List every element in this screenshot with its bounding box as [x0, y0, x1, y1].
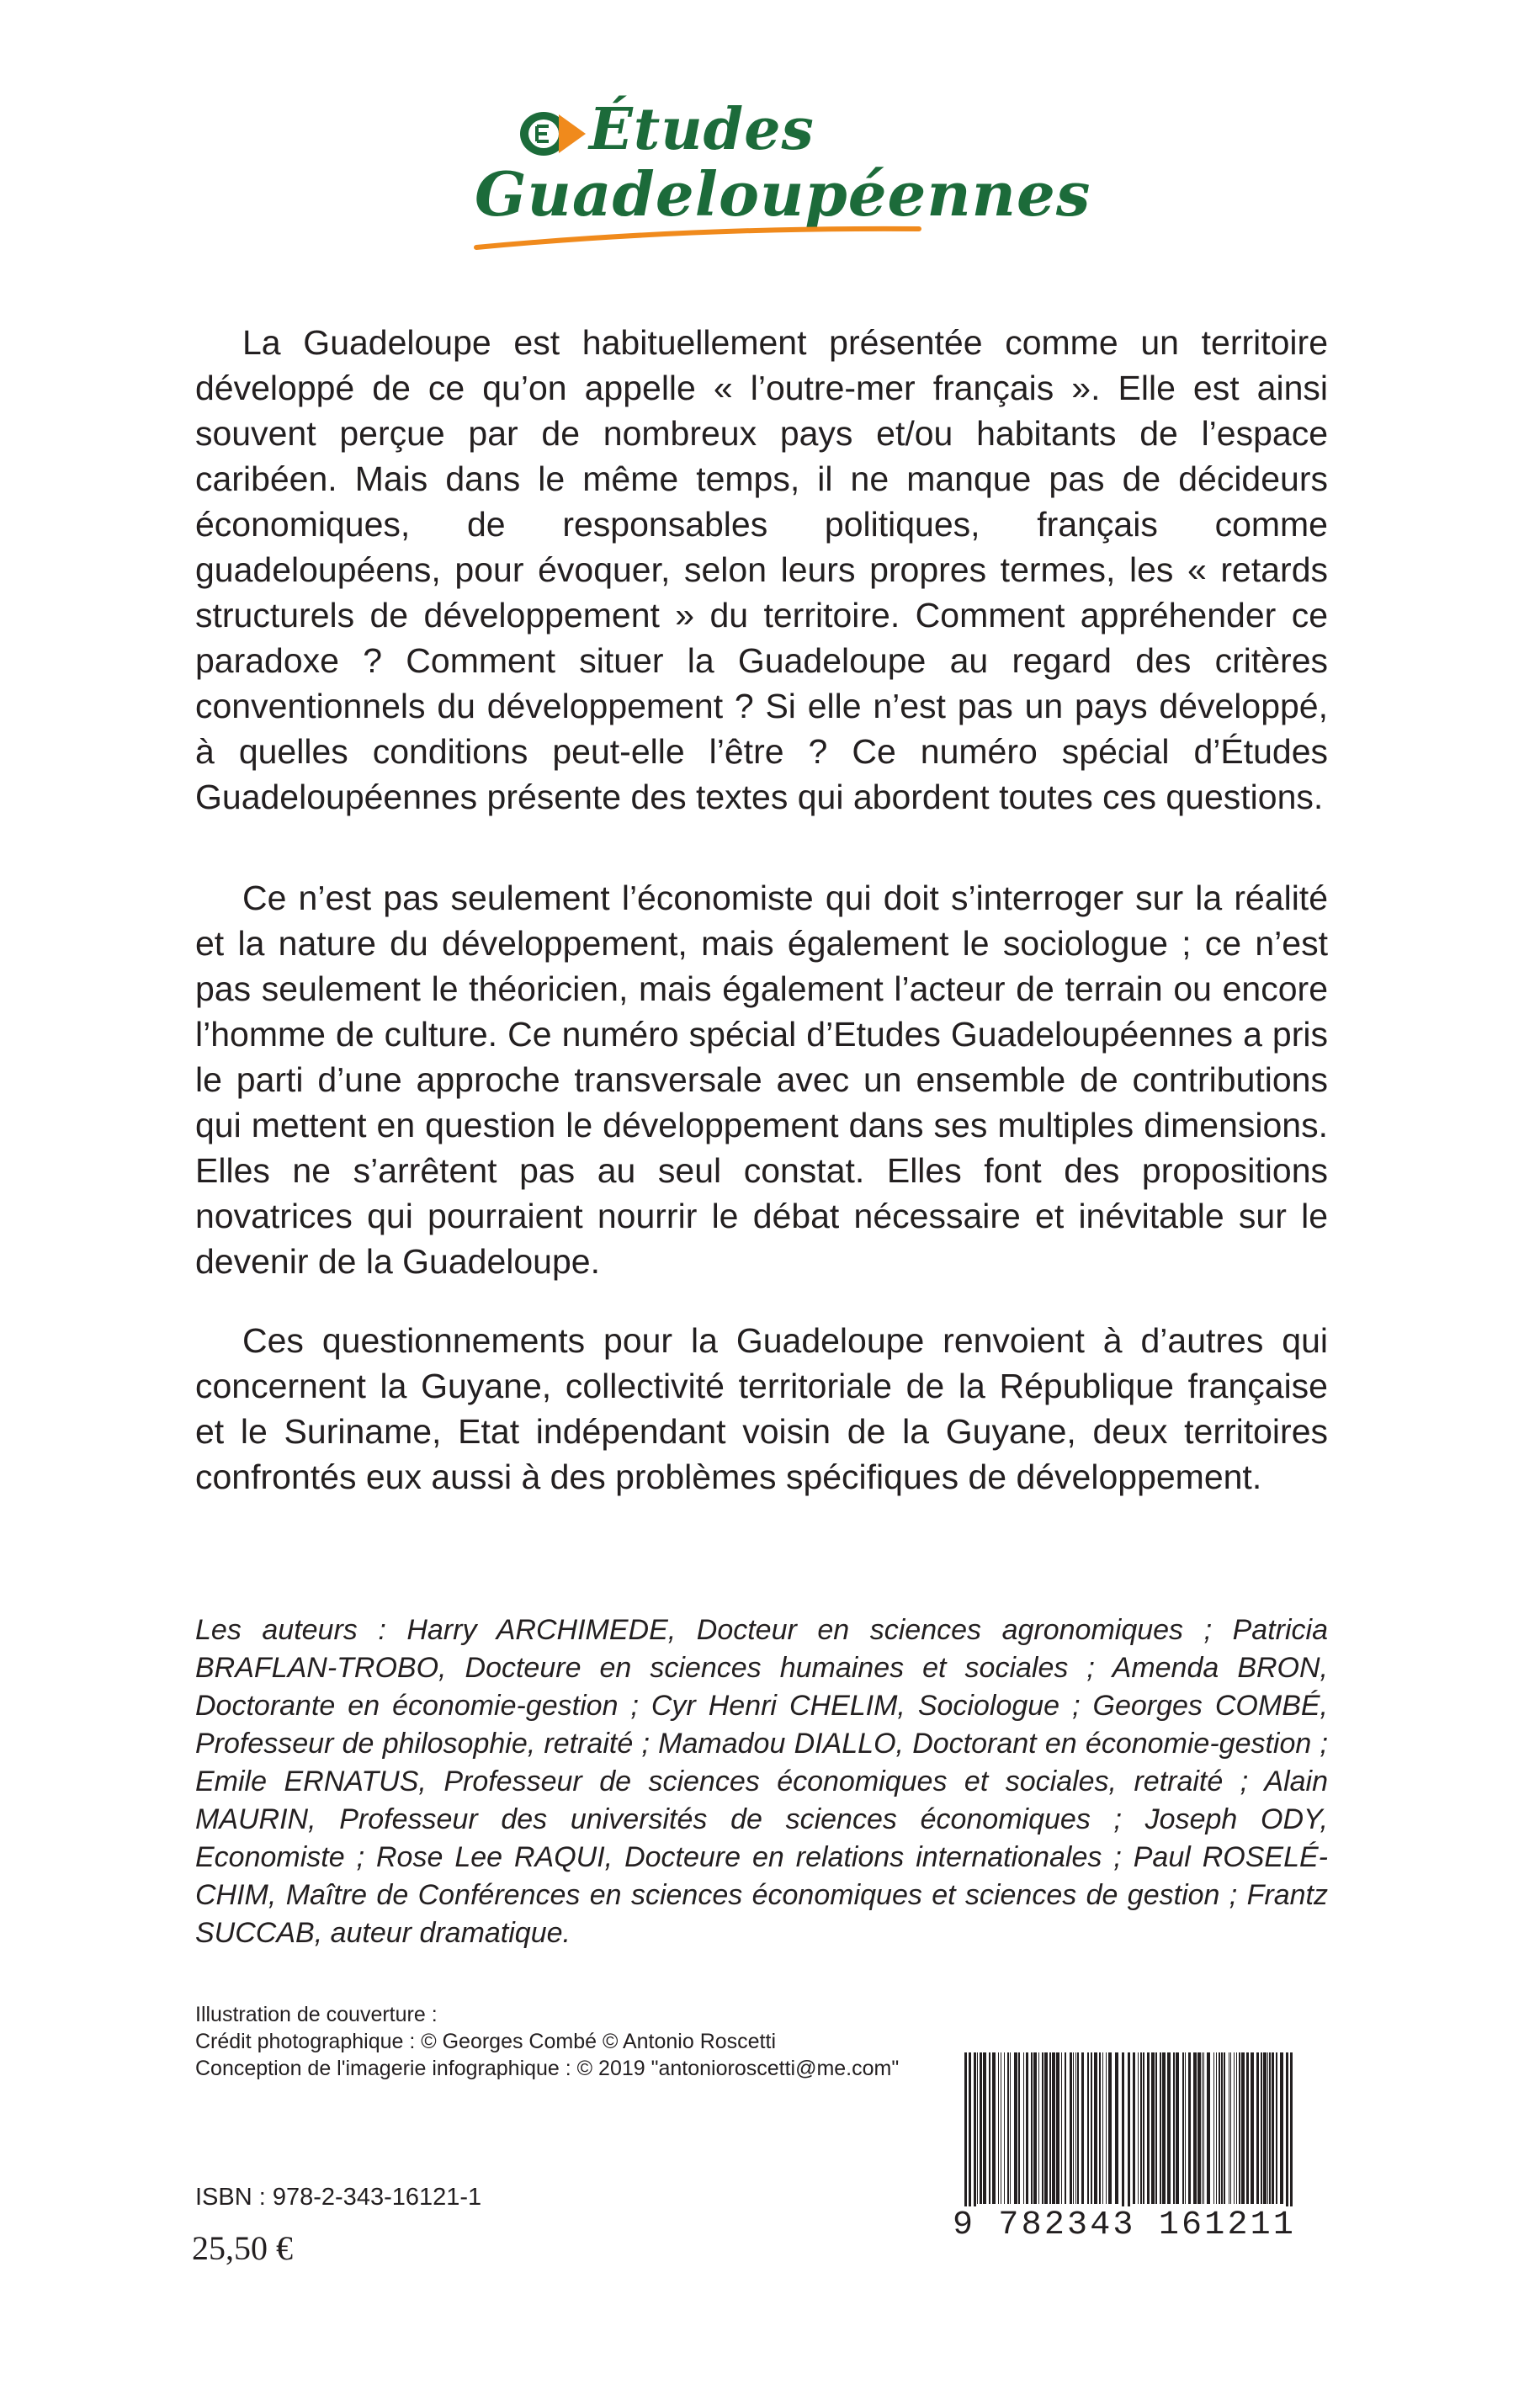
barcode-bar [1052, 2052, 1055, 2204]
barcode-bar [1091, 2052, 1092, 2204]
barcode-bar [1147, 2052, 1150, 2204]
barcode-bar [1094, 2052, 1097, 2204]
isbn-text: ISBN : 978-2-343-16121-1 [195, 2184, 482, 2211]
barcode-bar [1049, 2052, 1051, 2204]
barcode-bar [1160, 2052, 1161, 2204]
barcode-bar [1023, 2052, 1024, 2204]
barcode-bar [1272, 2052, 1274, 2204]
barcode-bar [989, 2052, 990, 2204]
barcode-bar [1151, 2052, 1155, 2204]
barcode-bar [983, 2052, 986, 2204]
barcode-bar [1236, 2052, 1237, 2204]
barcode-bar [1133, 2052, 1135, 2204]
barcode-bar [1280, 2052, 1283, 2204]
barcode-bar [1077, 2052, 1079, 2204]
barcode-bar [1073, 2052, 1074, 2204]
barcode-bar [1246, 2052, 1249, 2204]
barcode-bar [1044, 2052, 1048, 2204]
EG-emblem-icon [518, 108, 586, 160]
barcode-bar [964, 2052, 967, 2212]
barcode-bar [1213, 2052, 1214, 2204]
barcode-bar [1065, 2052, 1066, 2204]
barcode-bar [1138, 2052, 1139, 2204]
barcode-bar [1203, 2052, 1204, 2204]
barcode-bar [1056, 2052, 1059, 2204]
barcode-bar [1018, 2052, 1020, 2204]
barcode-bar [1286, 2052, 1288, 2212]
description-paragraph-2: Ce n’est pas seulement l’économiste qui doit s’interroger sur la réalité et la nature du développement, mais également le sociologue ; ce n’est pas seulement le théoricien, mais également l’acteur de terrain ou encore l’homme de culture. Ce numéro spécial d’Etudes Guadeloupéennes a pris le parti d’une approche transversale avec un ensemble de contributions qui mettent en question le développement dans ses multiples dimensions. Elles ne s’arrêtent pas au seul constat. Elles font des propositions novatrices qui pourraient nourrir le débat nécessaire et inévitable sur le devenir de la Guadeloupe. [195, 879, 1328, 1281]
barcode-bar [1081, 2052, 1084, 2204]
publisher-logo [471, 93, 1091, 278]
barcode-bar [1241, 2052, 1245, 2204]
barcode-bar [977, 2052, 978, 2204]
logo-line-1: Études [589, 96, 815, 163]
barcode-bar [1155, 2052, 1157, 2204]
barcode-bar [1004, 2052, 1005, 2204]
barcode-bar [1033, 2052, 1037, 2204]
barcode-bar [1221, 2052, 1223, 2204]
barcode-bar [1122, 2052, 1124, 2212]
barcode-bar [1167, 2052, 1171, 2204]
barcode-bar [969, 2052, 971, 2212]
barcode-bar [1251, 2052, 1254, 2204]
description-paragraph-1: La Guadeloupe est habituellement présentée comme un territoire développé de ce qu’on appelle « l’outre-mer français ». Elle est ainsi souvent perçue par de nombreux pays et/ou habitants de l’espace caribéen. Mais dans le même temps, il ne manque pas de décideurs économiques, de responsables politiques, français comme guadeloupéens, pour évoquer, selon leurs propres termes, les « retards structurels de développement » du territoire. Comment appréhender ce paradoxe ? Comment situer la Guadeloupe au regard des critères conventionnels du développement ? Si elle n’est pas un pays développé, à quelles conditions peut-elle l’être ? Ce numéro spécial d’Études Guadeloupéennes présente des textes qui abordent toutes ces questions. [195, 323, 1328, 816]
barcode-bar [1207, 2052, 1210, 2204]
description-paragraph-3: Ces questionnements pour la Guadeloupe renvoient à d’autres qui concernent la Guyane, collectivité territoriale de la République française et le Suriname, Etat indépendant voisin de la Guyane, deux territoires confrontés eux aussi à des problèmes spécifiques de développement. [195, 1321, 1328, 1496]
barcode-bar [1108, 2052, 1112, 2204]
barcode-bar [1290, 2052, 1293, 2212]
barcode-bar [1075, 2052, 1076, 2204]
barcode-bar [1276, 2052, 1277, 2204]
barcode-bar [1216, 2052, 1217, 2204]
barcode-bar [974, 2052, 976, 2212]
barcode-bar [1038, 2052, 1039, 2204]
barcode-bar [1269, 2052, 1271, 2204]
barcode-bar [1219, 2052, 1220, 2204]
barcode-bar [1102, 2052, 1103, 2204]
credits-line-design: Conception de l'imagerie infographique : © 2019 "antonioroscetti@me.com" [195, 2057, 900, 2080]
barcode-bar [1014, 2052, 1017, 2204]
barcode-bar [1261, 2052, 1262, 2204]
barcode-bar [1026, 2052, 1028, 2204]
price-text: 25,50 € [192, 2229, 293, 2267]
barcode-digits: 9 782343 161211 [953, 2206, 1303, 2244]
barcode-bar [1263, 2052, 1267, 2204]
barcode-bar [1173, 2052, 1175, 2204]
barcode-bar [1106, 2052, 1107, 2204]
barcode-bar [992, 2052, 996, 2204]
barcode-bar [1099, 2052, 1101, 2204]
barcode [948, 2049, 1303, 2244]
barcode-bar [1267, 2052, 1268, 2204]
barcode-bar [1070, 2052, 1072, 2204]
barcode-bar [1188, 2052, 1191, 2204]
barcode-bar [1042, 2052, 1043, 2204]
authors-list: Les auteurs : Harry ARCHIMEDE, Docteur en sciences agronomiques ; Patricia BRAFLAN-TROBO, Docteure en sciences humaines et sociales ; Amenda BRON, Doctorante en économie-gestion ; Cyr Henri CHELIM, Sociologue ; Georges COMBÉ, Professeur de philosophie, retraité ; Mamadou DIALLO, Doctorant en économie-gestion ; Emile ERNATUS, Professeur de sciences économiques et sociales, retraité ; Alain MAURIN, Professeur des universités de sciences économiques ; Joseph ODY, Economiste ; Rose Lee RAQUI, Docteure en relations internationales ; Paul ROSELÉ-CHIM, Maître de Conférences en sciences économiques et sciences de gestion ; Frantz SUCCAB, auteur dramatique. [195, 1614, 1328, 1949]
barcode-bar [1115, 2052, 1118, 2204]
barcode-bar [1010, 2052, 1011, 2204]
barcode-bar [1202, 2052, 1203, 2204]
barcode-bar [1128, 2052, 1130, 2212]
barcode-bar [1239, 2052, 1240, 2204]
barcode-bar [1176, 2052, 1179, 2204]
barcode-bar [1182, 2052, 1184, 2204]
barcode-bar [1230, 2052, 1231, 2204]
barcode-bar [1224, 2052, 1225, 2204]
barcode-bar [1061, 2052, 1062, 2204]
cover-credits [195, 2001, 953, 2082]
barcode-bar [1143, 2052, 1144, 2204]
barcode-bar [1162, 2052, 1166, 2204]
barcode-bar [980, 2052, 982, 2204]
barcode-bar [1234, 2052, 1235, 2204]
barcode-bar [1087, 2052, 1089, 2204]
barcode-bar [1193, 2052, 1197, 2204]
barcode-bar [1197, 2052, 1201, 2204]
barcode-bar [1007, 2052, 1009, 2204]
barcode-bar [1256, 2052, 1259, 2204]
barcode-bar [998, 2052, 999, 2204]
orange-swoosh-icon [471, 219, 926, 252]
logo-line-2: Guadeloupéennes [475, 158, 1091, 230]
barcode-bar [1031, 2052, 1033, 2204]
credits-line-illustration: Illustration de couverture : [195, 2003, 438, 2026]
barcode-bar [1185, 2052, 1186, 2204]
credits-line-photo: Crédit photographique : © Georges Combé © Antonio Roscetti [195, 2030, 777, 2053]
barcode-bar [1140, 2052, 1142, 2204]
